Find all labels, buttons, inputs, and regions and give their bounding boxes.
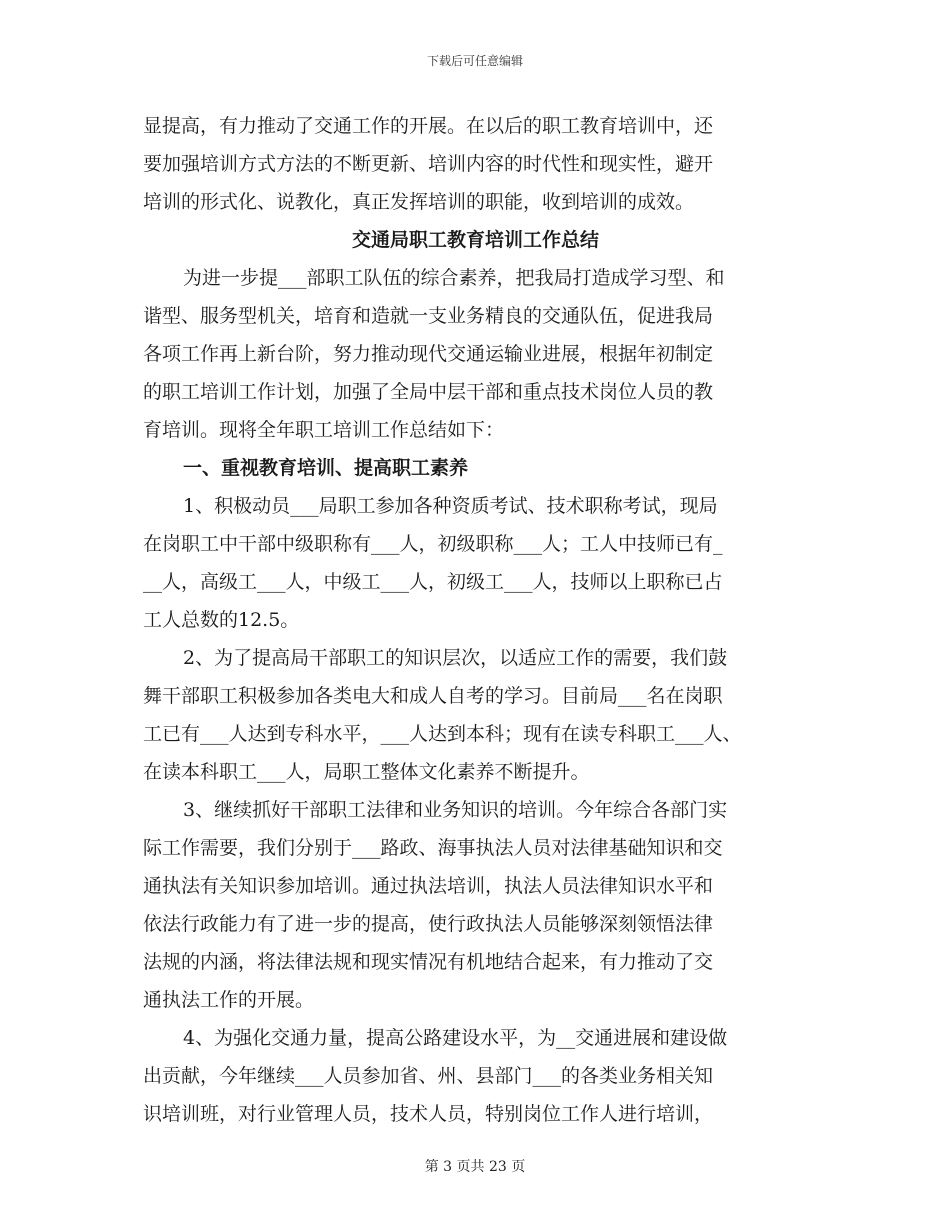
body-line: 通执法工作的开展。: [143, 989, 315, 1011]
body-line: __人，高级工___人，中级工___人，初级工___人，技师以上职称已占: [143, 571, 723, 593]
page-header-note: 下载后可任意编辑: [426, 54, 523, 68]
body-line: 的职工培训工作计划，加强了全局中层干部和重点技术岗位人员的教: [143, 381, 714, 403]
body-line: 各项工作再上新台阶，努力推动现代交通运输业进展，根据年初制定: [143, 343, 714, 365]
body-line: 培训的形式化、说教化，真正发挥培训的职能，收到培训的成效。: [143, 191, 695, 213]
body-line: 在读本科职工___人，局职工整体文化素养不断提升。: [143, 761, 590, 783]
body-line: 在岗职工中干部中级职称有___人，初级职称___人；工人中技师已有_: [143, 533, 723, 555]
body-line: 依法行政能力有了进一步的提高，使行政执法人员能够深刻领悟法律: [143, 913, 714, 935]
paragraph-first-line: 1、积极动员___局职工参加各种资质考试、技术职称考试，现局: [183, 495, 718, 517]
paragraph-first-line: 2、为了提高局干部职工的知识层次，以适应工作的需要，我们鼓: [183, 647, 728, 669]
body-line: 法规的内涵，将法律法规和现实情况有机地结合起来，有力推动了交: [143, 951, 714, 973]
section-heading: 一、重视教育培训、提高职工素养: [183, 457, 469, 479]
body-line: 际工作需要，我们分别于___路政、海事执法人员对法律基础知识和交: [143, 837, 723, 859]
paragraph-first-line: 3、继续抓好干部职工法律和业务知识的培训。今年综合各部门实: [183, 799, 728, 821]
body-line: 要加强培训方式方法的不断更新、培训内容的时代性和现实性，避开: [143, 153, 714, 175]
body-line: 出贡献，今年继续___人员参加省、州、县部门___的各类业务相关知: [143, 1065, 714, 1087]
body-line: 显提高，有力推动了交通工作的开展。在以后的职工教育培训中，还: [143, 115, 714, 137]
body-line: 识培训班，对行业管理人员，技术人员，特别岗位工作人进行培训，: [143, 1103, 714, 1125]
document-body: [143, 107, 808, 1133]
paragraph-first-line: 4、为强化交通力量，提高公路建设水平，为__交通进展和建设做: [183, 1027, 728, 1049]
page-number: 第 3 页共 23 页: [424, 1159, 526, 1175]
body-line: 工人总数的12.5。: [143, 609, 300, 631]
body-line: 育培训。现将全年职工培训工作总结如下：: [143, 419, 505, 441]
paragraph-first-line: 为进一步提___部职工队伍的综合素养，把我局打造成学习型、和: [183, 267, 725, 289]
body-line: 工已有___人达到专科水平，___人达到本科；现有在读专科职工___人、: [143, 723, 742, 745]
body-line: 舞干部职工积极参加各类电大和成人自考的学习。目前局___名在岗职: [143, 685, 723, 707]
body-line: 谐型、服务型机关，培育和造就一支业务精良的交通队伍，促进我局: [143, 305, 714, 327]
document-title: 交通局职工教育培训工作总结: [351, 229, 599, 251]
body-line: 通执法有关知识参加培训。通过执法培训，执法人员法律知识水平和: [143, 875, 714, 897]
